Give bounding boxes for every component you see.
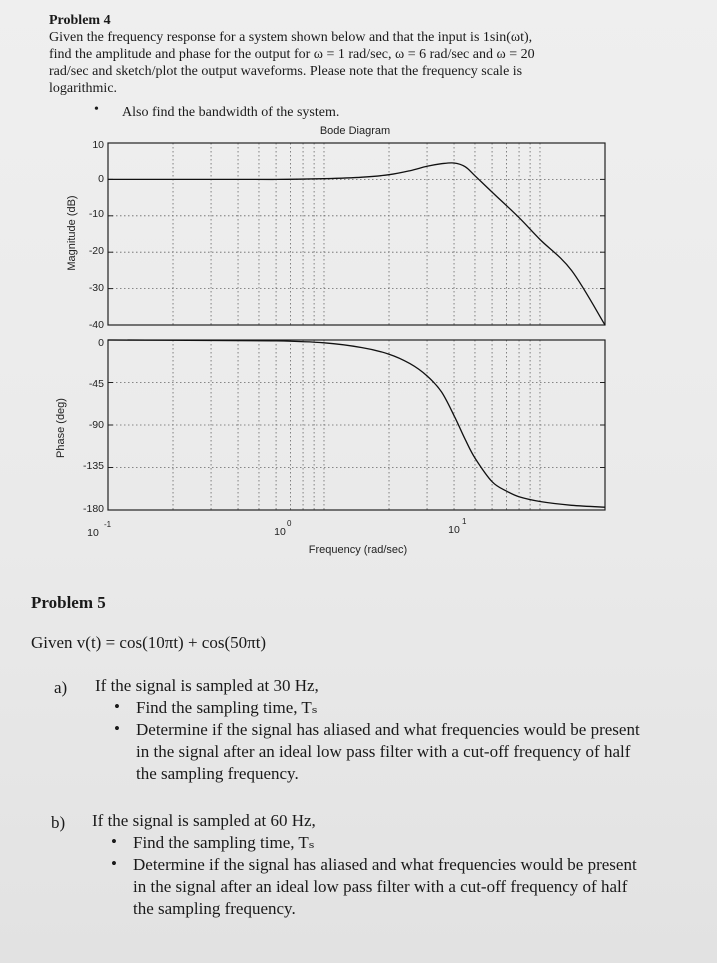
bullet-icon: • (111, 854, 117, 873)
problem-5-given: Given v(t) = cos(10πt) + cos(50πt) (31, 633, 267, 652)
part-b-label: b) (51, 813, 66, 832)
part-a-bullet-1: Find the sampling time, Tₛ (136, 698, 318, 717)
x-tick-label (87, 520, 112, 539)
x-tick-label (448, 517, 467, 536)
mag-tick-label: 0 (98, 173, 104, 185)
part-b-heading: If the signal is sampled at 60 Hz, (92, 811, 316, 830)
part-b-bullet-1: Find the sampling time, Tₛ (133, 833, 315, 852)
part-a-heading: If the signal is sampled at 30 Hz, (95, 676, 319, 695)
x-tick-base: 10 (87, 527, 99, 539)
problem-5-title: Problem 5 (31, 593, 106, 612)
problem-4-bullet: Also find the bandwidth of the system. (122, 105, 340, 120)
mag-tick-label: 10 (92, 139, 104, 151)
part-b-bullet-2-line-3: the sampling frequency. (133, 899, 296, 918)
phase-tick-label: -90 (88, 419, 104, 431)
part-b-bullet-2-line-1: Determine if the signal has aliased and what frequencies would be present (133, 855, 637, 874)
x-tick-base: 10 (274, 526, 286, 538)
mag-tick-label: -10 (88, 208, 104, 220)
x-tick-exponent: -1 (104, 520, 112, 529)
mag-tick-label: -20 (88, 245, 104, 257)
x-tick-exponent: 1 (462, 517, 467, 526)
mag-tick-label: -40 (88, 319, 104, 331)
problem-4-line-4: logarithmic. (49, 81, 118, 96)
phase-tick-label: -135 (82, 460, 104, 472)
x-tick-exponent: 0 (287, 519, 292, 528)
plot-frame (108, 143, 605, 325)
part-a-bullet-2-line-1: Determine if the signal has aliased and what frequencies would be present (136, 720, 640, 739)
bullet-icon: • (111, 832, 117, 851)
phase-tick-label: 0 (98, 337, 104, 349)
mag-tick-label: -30 (88, 282, 104, 294)
part-a-bullet-2-line-3: the sampling frequency. (136, 764, 299, 783)
part-a-label: a) (54, 678, 68, 697)
frequency-axis-label: Frequency (rad/sec) (308, 544, 408, 556)
problem-4-title: Problem 4 (49, 13, 111, 28)
problem-4-line-3: rad/sec and sketch/plot the output waveforms. Please note that the frequency scale is (49, 64, 523, 79)
phase-axis-label: Phase (deg) (55, 398, 67, 458)
x-tick-label (274, 519, 292, 538)
phase-tick-label: -45 (88, 378, 104, 390)
part-a-bullet-2-line-2: in the signal after an ideal low pass filter with a cut-off frequency of half (136, 742, 631, 761)
x-tick-base: 10 (448, 524, 460, 536)
magnitude-plot (107, 143, 606, 326)
phase-plot (107, 339, 606, 510)
part-b-bullet-2-line-2: in the signal after an ideal low pass filter with a cut-off frequency of half (133, 877, 628, 896)
problem-4-line-1: Given the frequency response for a system shown below and that the input is 1sin(ωt), (49, 30, 533, 45)
phase-tick-label: -180 (82, 503, 104, 515)
bode-title: Bode Diagram (319, 125, 391, 137)
magnitude-axis-label: Magnitude (dB) (66, 195, 78, 271)
bullet-icon: • (114, 719, 120, 738)
bullet-icon: • (94, 102, 99, 117)
problem-4-line-2: find the amplitude and phase for the output for ω = 1 rad/sec, ω = 6 rad/sec and ω = 20 (49, 47, 535, 62)
bullet-icon: • (114, 697, 120, 716)
